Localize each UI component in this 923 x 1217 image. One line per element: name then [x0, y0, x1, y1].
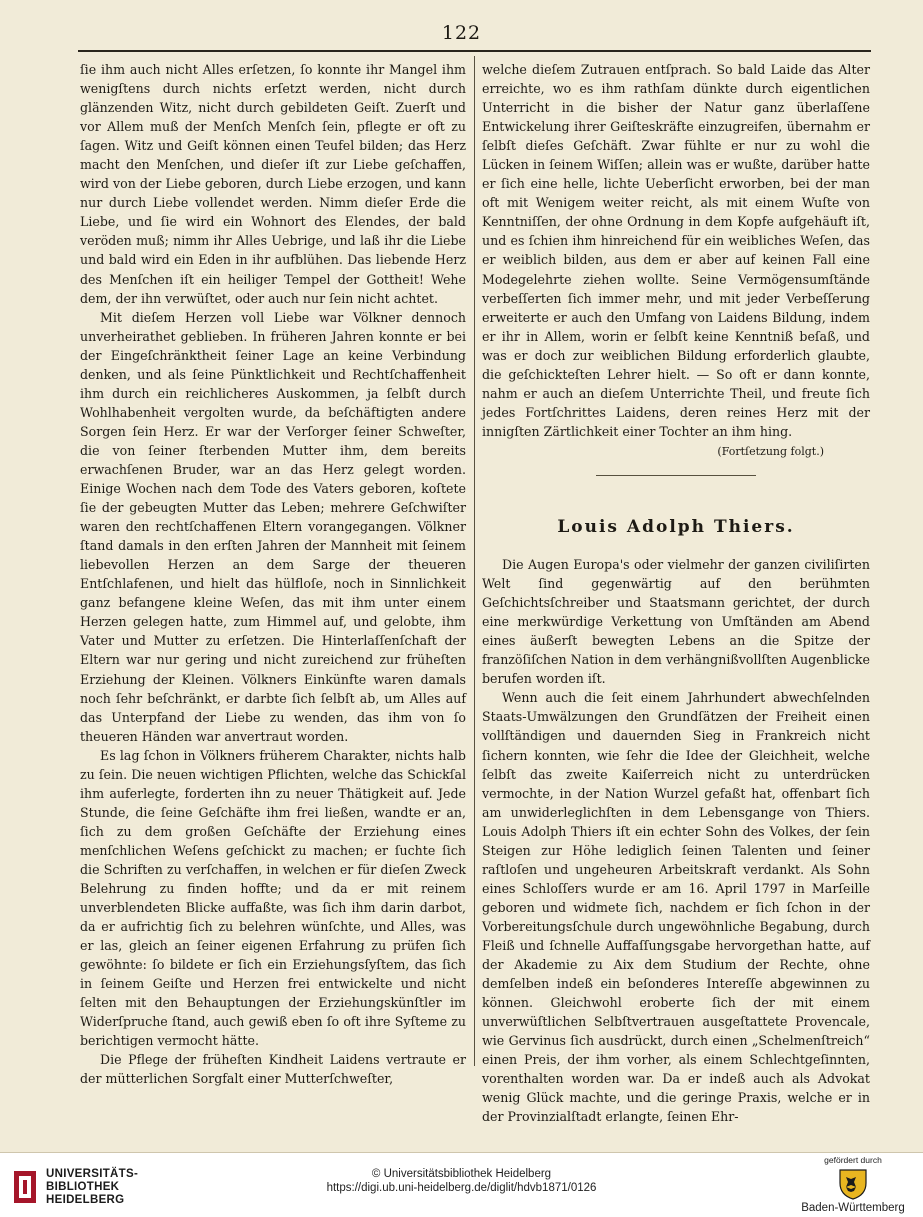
footer-credits: [0, 1167, 923, 1195]
left-paragraph-3: Es lag ſchon in Völkners früherem Charakter, nichts halb zu ſein. Die neuen wichtigen Pflichten, welche das Schickſal ihm auferlegte, forderten ihn zu neuer Thätigkeit auf. Jede Stunde, die ſeine Geſchäfte ihm frei ließen, wandte er an, ſich zu dem großen Geſchäfte der Erziehung eines menſchlichen Weſens geſchickt zu machen; er ſuchte ſich die Schriften zu verſchaffen, in welchen er für dieſen Zweck Belehrung zu finden hoffte; und da er mit reinem unverblendeten Blicke auffaßte, was ſich ihm darin darbot, da er aufrichtig ſich zu belehren wünſchte, und Alles, was er las, gleich an ſeiner eigenen Erfahrung zu prüfen ſich gewöhnte: ſo bildete er ſich ein Erziehungsſyſtem, das ſich in ſeinem Geiſte und Herzen frei entwickelte und nicht ſelten mit den Behauptungen der Erziehungskünſtler im Widerſpruche ſtand, auch gewiß eben ſo oft ihre Syſteme zu berichtigen vermocht hätte.: [80, 747, 466, 1049]
left-paragraph-4: Die Pflege der früheſten Kindheit Laidens vertraute er der mütterlichen Sorgfalt einer Mutterſchweſter,: [80, 1052, 466, 1087]
page-number: 122: [441, 22, 482, 44]
left-paragraph-2: Mit dieſem Herzen voll Liebe war Völkner dennoch unverheirathet geblieben. In früheren Jahren konnte er bei der Eingeſchränktheit ſeiner Lage an keine Verbindung denken, und als ſeine Pünktlichkeit und Rechtſchaffenheit ihm durch ein reichlicheres Auskommen, ja ſelbſt durch Wohlhabenheit vergolten wurde, da beſchäftigten andere Sorgen ſein Herz. Er war der Verſorger ſeiner Schweſter, die von ſeiner ſterbenden Mutter ihm, dem bereits erwachſenen Bruder, war an das Herz gelegt worden. Einige Wochen nach dem Tode des Vaters geboren, koſtete ſie der gebeugten Mutter das Leben; mehrere Geſchwiſter waren den rechtſchaffenen Eltern vorangegangen. Völkner ſtand damals in den erſten Jahren der Mannheit mit ſeinem liebevollen Herzen an dem Sarge der theueren Entſchlafenen, und hielt das hülfloſe, noch in Sinnlichkeit ganz befangene kleine Weſen, das mit ihm unter einem Herzen gelegen hatte, zum Himmel auf, und gelobte, ihm Vater und Mutter zu erſetzen. Die Hinterlaſſenſchaft der Eltern war nur gering und nicht zureichend zur früheſten Erziehung der Kleinen. Völkners Einkünfte waren damals noch ſehr beſchränkt, er darbte ſich ſelbſt ab, um Alles auf das Unterpfand der Liebe zu wenden, das ihm von ſo theueren Händen war anvertraut worden.: [80, 309, 466, 744]
logo-line-1: UNIVERSITÄTS-: [46, 1167, 139, 1180]
funder-name: Baden-Württemberg: [801, 1202, 905, 1214]
article-paragraph-2: Wenn auch die ſeit einem Jahrhundert abwechſelnden Staats-Umwälzungen den Grundſätzen der Freiheit einen vollſtändigen und dauernden Sieg in Frankreich nicht ſichern konnten, wie ſehr die Idee der Gleichheit, welche ſelbſt das zweite Kaiſerreich nicht zu unterdrücken vermochte, in der Nation Wurzel gefaßt hat, offenbart ſich am unwiderleglichſten in dem Lebensgange von Thiers. Louis Adolph Thiers iſt ein echter Sohn des Volkes, der ſein Steigen zur Höhe lediglich ſeinen Talenten und ſeiner raſtloſen und ungeheuren Arbeitskraft verdankt. Als Sohn eines Schloſſers wurde er am 16. April 1797 in Marſeille geboren und widmete ſich, nachdem er ſich ſchon in der Vorbereitungsſchule durch ungewöhnliche Begabung, durch Fleiß und ſchnelle Auffaſſungsgabe hervorgethan hatte, auf der Akademie zu Aix dem Studium der Rechte, ohne demſelben indeß ein beſonderes Intereſſe abgewinnen zu können. Gleichwohl eroberte ſich der mit einem unverwüſtlichen Selbſtvertrauen ausgeſtattete Provencale, wie Gervinus ſich ausdrückt, durch einen „Schelmenſtreich“ einen Preis, der ihm vorher, als einem Schlechtgeſinnten, vorenthalten worden war. Da er indeß auch als Advokat wenig Glück machte, und die geringe Praxis, welche er in der Provinzialſtadt erlangte, ſeinen Ehr-: [482, 690, 870, 1125]
continuation-note: (Fortſetzung folgt.): [717, 444, 824, 458]
right-column: [482, 60, 870, 1126]
left-column: [80, 60, 466, 1089]
funded-by-label: gefördert durch: [824, 1155, 882, 1165]
footer: [0, 1153, 923, 1217]
article-separator: [596, 475, 756, 476]
column-divider: [474, 56, 475, 1066]
article-paragraph-1: Die Augen Europa's oder vielmehr der ganzen civiliſirten Welt ſind gegenwärtig auf den berühmten Geſchichtsſchreiber und Staatsmann gerichtet, der durch eine merkwürdige Verkettung von Umſtänden am Abend eines äußerſt bewegten Lebens an die Spitze der franzöſiſchen Nation in dem verhängnißvollſten Augenblicke berufen worden iſt.: [482, 557, 870, 687]
header-rule: [78, 50, 871, 52]
copyright-text: © Universitätsbibliothek Heidelberg: [371, 1168, 552, 1180]
logo-line-2: BIBLIOTHEK: [46, 1180, 120, 1193]
coat-of-arms-icon: [836, 1167, 870, 1201]
funder-logo[interactable]: [793, 1155, 913, 1214]
article-title: Louis Adolph Thiers.: [557, 516, 795, 537]
logo-line-3: HEIDELBERG: [46, 1193, 125, 1206]
right-paragraph-1: welche dieſem Zutrauen entſprach. So bald Laide das Alter erreichte, wo es ihm rathſam dünkte durch eigentlichen Unterricht in die bisher der Natur ganz überlaſſene Entwickelung ihrer Geiſteskräfte einzugreifen, übernahm er ſelbſt dieſes Geſchäft. Zwar fühlte er nur zu wohl die Lücken in ſeinem Wiſſen; allein was er wußte, darüber hatte er ſich eine helle, lichte Ueberſicht erworben, bei der man oft mit Wenigem weiter reicht, als mit einem Wuſte von Kenntniſſen, der ohne Ordnung in dem Kopfe aufgehäuft iſt, und es ſchien ihm hinreichend für ein weibliches Weſen, das er weiblich bilden, aus dem er aber auf keinen Fall eine Modegelehrte ziehen wollte. Seine Vermögensumſtände verbeſſerten ſich immer mehr, und mit jeder Verbeſſerung erweiterte er auch den Umfang von Laidens Bildung, indem er ihr in Allem, worin er ſelbſt keine Kenntniß beſaß, und was er doch zur weiblichen Bildung erforderlich glaubte, die geſchickteſten Lehrer hielt. — So oft er dann konnte, nahm er auch an dieſem Unterrichte Theil, und freute ſich jedes Fortſchrittes Laidens, deren reines Herz mit der innigſten Zärtlichkeit einer Tochter an ihm hing.: [482, 62, 870, 439]
left-paragraph-1: ſie ihm auch nicht Alles erſetzen, ſo konnte ihr Mangel ihm wenigſtens durch nichts erſetzt werden, nicht durch glänzenden Witz, nicht durch gebildeten Geiſt. Zuerſt und vor Allem muß der Menſch Menſch ſein, pflegte er oft zu ſagen. Witz und Geiſt können einen Teufel bilden; das Herz macht den Menſchen, und dieſer iſt zur Liebe geſchaffen, wird von der Liebe geboren, durch Liebe erzogen, und kann nur durch Liebe vollendet werden. Nimm dieſer Erde die Liebe, und ſie wird ein Wohnort des Elendes, der bald veröden muß; nimm ihr Alles Uebrige, und laß ihr die Liebe und bald wird ein Eden in ihr aufblühen. Das liebende Herz des Menſchen iſt ein heiliger Tempel der Gottheit! Wehe dem, der ihn verwüſtet, oder auch nur ſein nicht achtet.: [80, 62, 466, 306]
permalink-url[interactable]: https://digi.ub.uni-heidelberg.de/diglit/hdvb1871/0126: [326, 1182, 597, 1194]
